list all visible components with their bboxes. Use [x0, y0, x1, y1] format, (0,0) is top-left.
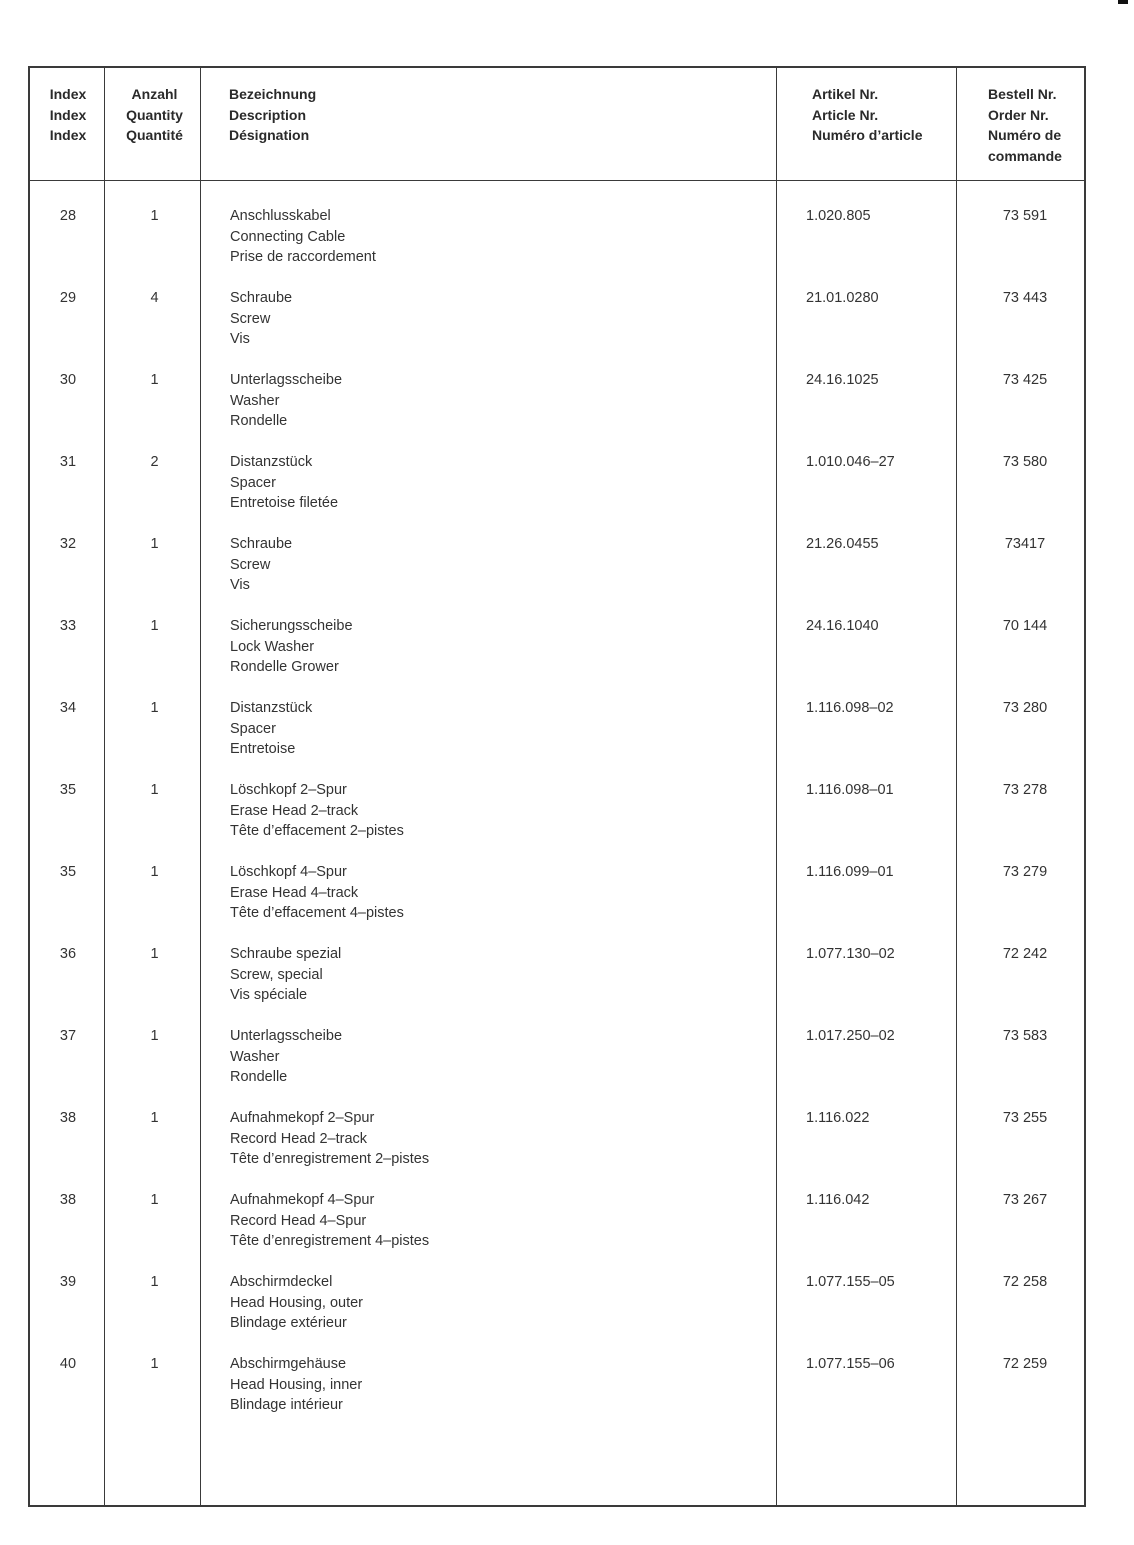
index-cell: 33: [59, 618, 77, 634]
quantity-cell: 1: [150, 1274, 159, 1290]
quantity-cell: 1: [150, 700, 159, 716]
quantity-cell: 4: [150, 290, 159, 306]
article-number-cell: 1.020.805: [806, 208, 871, 224]
order-number-cell: 73 278: [1002, 782, 1048, 798]
header-description: Bezeichnung Description Désignation: [229, 86, 317, 143]
order-number-cell: 73417: [1004, 536, 1046, 552]
order-number-cell: 73 580: [1002, 454, 1048, 470]
article-number-cell: 1.116.098–01: [806, 782, 894, 798]
table-row: [30, 616, 1084, 698]
table-row: [30, 1026, 1084, 1108]
order-number-cell: 73 279: [1002, 864, 1048, 880]
index-cell: 38: [59, 1110, 77, 1126]
header-quantity: Anzahl Quantity Quantité: [126, 86, 183, 143]
index-cell: 30: [59, 372, 77, 388]
description-cell: Schraube Screw Vis: [230, 536, 293, 593]
index-cell: 37: [59, 1028, 77, 1044]
index-cell: 35: [59, 864, 77, 880]
order-number-cell: 72 258: [1002, 1274, 1048, 1290]
article-number-cell: 1.077.130–02: [806, 946, 895, 962]
quantity-cell: 1: [150, 208, 159, 224]
quantity-cell: 1: [150, 782, 159, 798]
article-number-cell: 1.116.098–02: [806, 700, 894, 716]
description-cell: Unterlagsscheibe Washer Rondelle: [230, 372, 343, 429]
table-row: [30, 862, 1084, 944]
order-number-cell: 72 259: [1002, 1356, 1048, 1372]
quantity-cell: 1: [150, 1028, 159, 1044]
description-cell: Abschirmgehäuse Head Housing, inner Blindage intérieur: [230, 1356, 363, 1413]
article-number-cell: 1.017.250–02: [806, 1028, 895, 1044]
table-row: [30, 780, 1084, 862]
table-row: [30, 288, 1084, 370]
article-number-cell: 21.26.0455: [806, 536, 879, 552]
description-cell: Löschkopf 4–Spur Erase Head 4–track Tête d’effacement 4–pistes: [230, 864, 404, 921]
article-number-cell: 1.116.042: [806, 1192, 870, 1208]
table-row: [30, 206, 1084, 288]
order-number-cell: 73 425: [1002, 372, 1048, 388]
article-number-cell: 1.116.022: [806, 1110, 870, 1126]
header-divider: [30, 180, 1084, 181]
description-cell: Abschirmdeckel Head Housing, outer Blindage extérieur: [230, 1274, 363, 1331]
table-row: [30, 534, 1084, 616]
quantity-cell: 1: [150, 946, 159, 962]
description-cell: Aufnahmekopf 2–Spur Record Head 2–track Tête d’enregistrement 2–pistes: [230, 1110, 430, 1167]
table-row: [30, 698, 1084, 780]
article-number-cell: 1.077.155–05: [806, 1274, 895, 1290]
article-number-cell: 1.077.155–06: [806, 1356, 895, 1372]
article-number-cell: 24.16.1040: [806, 618, 879, 634]
index-cell: 40: [59, 1356, 77, 1372]
article-number-cell: 1.010.046–27: [806, 454, 895, 470]
article-number-cell: 1.116.099–01: [806, 864, 894, 880]
description-cell: Distanzstück Spacer Entretoise filetée: [230, 454, 339, 511]
description-cell: Anschlusskabel Connecting Cable Prise de raccordement: [230, 208, 376, 265]
quantity-cell: 1: [150, 372, 159, 388]
order-number-cell: 73 267: [1002, 1192, 1048, 1208]
description-cell: Unterlagsscheibe Washer Rondelle: [230, 1028, 343, 1085]
order-number-cell: 73 255: [1002, 1110, 1048, 1126]
table-row: [30, 370, 1084, 452]
description-cell: Sicherungsscheibe Lock Washer Rondelle Grower: [230, 618, 353, 675]
parts-table: [28, 66, 1086, 1507]
quantity-cell: 1: [150, 1110, 159, 1126]
header-index: Index Index Index: [49, 86, 87, 143]
quantity-cell: 1: [150, 1192, 159, 1208]
index-cell: 28: [59, 208, 77, 224]
quantity-cell: 1: [150, 864, 159, 880]
order-number-cell: 70 144: [1002, 618, 1048, 634]
article-number-cell: 21.01.0280: [806, 290, 879, 306]
quantity-cell: 1: [150, 618, 159, 634]
description-cell: Aufnahmekopf 4–Spur Record Head 4–Spur Tête d’enregistrement 4–pistes: [230, 1192, 430, 1249]
index-cell: 32: [59, 536, 77, 552]
index-cell: 34: [59, 700, 77, 716]
table-row: [30, 1190, 1084, 1272]
order-number-cell: 73 591: [1002, 208, 1048, 224]
description-cell: Distanzstück Spacer Entretoise: [230, 700, 313, 757]
index-cell: 31: [59, 454, 77, 470]
table-row: [30, 452, 1084, 534]
table-row: [30, 1354, 1084, 1436]
index-cell: 35: [59, 782, 77, 798]
quantity-cell: 1: [150, 536, 159, 552]
header-order-number: Bestell Nr. Order Nr. Numéro de commande: [988, 86, 1062, 164]
article-number-cell: 24.16.1025: [806, 372, 879, 388]
quantity-cell: 1: [150, 1356, 159, 1372]
header-article-number: Artikel Nr. Article Nr. Numéro d’article: [812, 86, 923, 143]
description-cell: Schraube spezial Screw, special Vis spéciale: [230, 946, 342, 1003]
table-row: [30, 944, 1084, 1026]
table-row: [30, 1108, 1084, 1190]
quantity-cell: 2: [150, 454, 159, 470]
description-cell: Löschkopf 2–Spur Erase Head 2–track Tête d’effacement 2–pistes: [230, 782, 404, 839]
index-cell: 39: [59, 1274, 77, 1290]
order-number-cell: 73 280: [1002, 700, 1048, 716]
order-number-cell: 72 242: [1002, 946, 1048, 962]
order-number-cell: 73 583: [1002, 1028, 1048, 1044]
index-cell: 38: [59, 1192, 77, 1208]
description-cell: Schraube Screw Vis: [230, 290, 293, 347]
index-cell: 36: [59, 946, 77, 962]
table-row: [30, 1272, 1084, 1354]
order-number-cell: 73 443: [1002, 290, 1048, 306]
scan-corner-mark: [1118, 0, 1128, 4]
index-cell: 29: [59, 290, 77, 306]
